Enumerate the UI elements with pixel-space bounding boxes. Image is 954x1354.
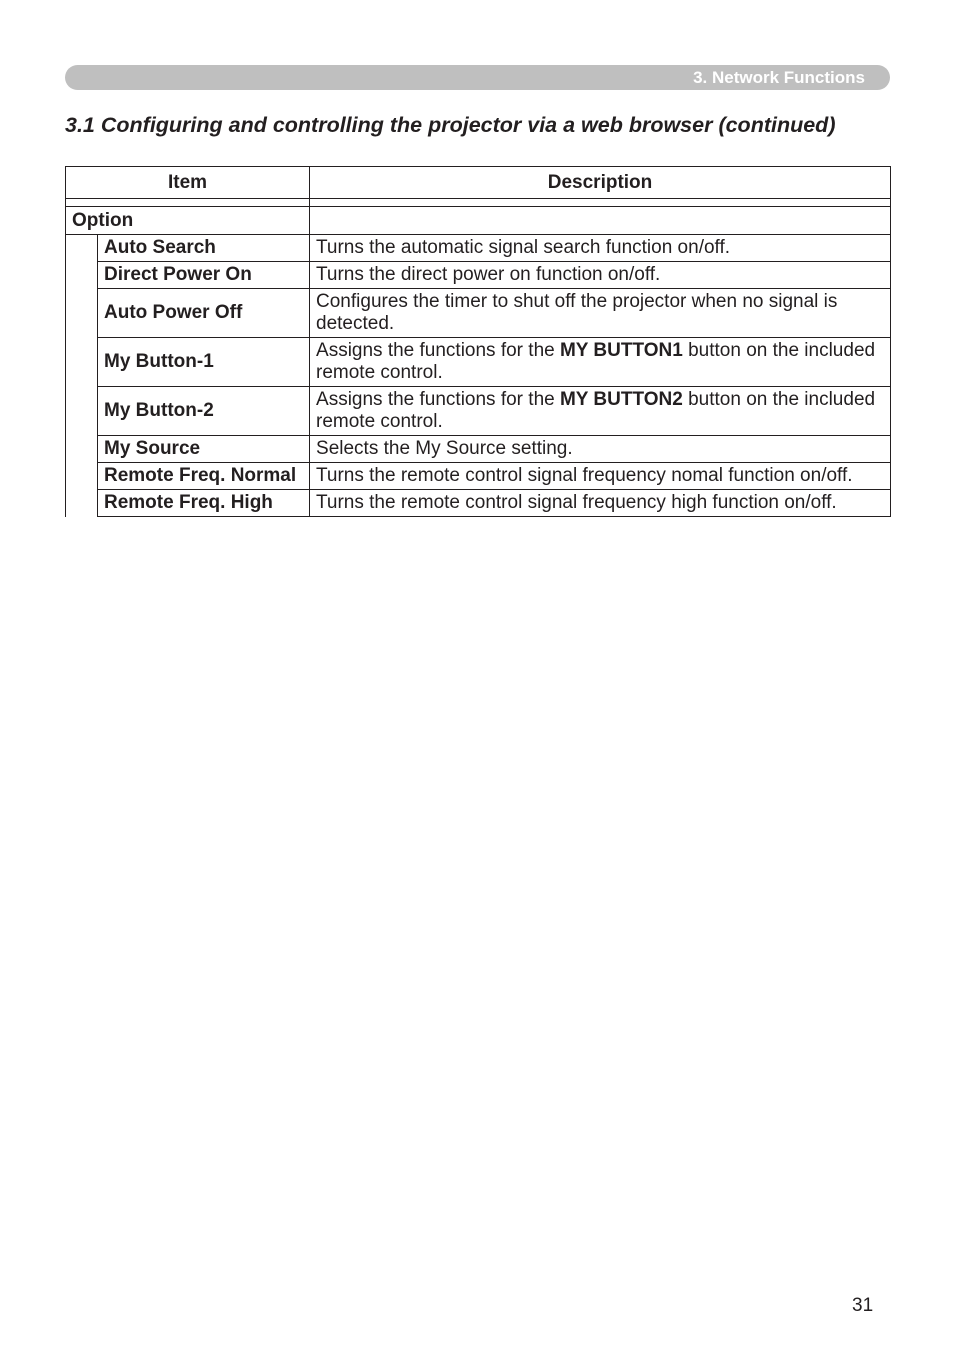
group-label-option: Option [66, 207, 310, 235]
table-row [66, 338, 891, 387]
table-group-row [66, 207, 891, 235]
page-number: 31 [852, 1295, 874, 1316]
table-row [66, 436, 891, 463]
description-cell: Turns the remote control signal frequency high function on/off. [310, 490, 891, 517]
description-cell: Selects the My Source setting. [310, 436, 891, 463]
indent-cell [66, 235, 98, 517]
description-bold-text: MY BUTTON2 [559, 389, 683, 410]
description-cell: Turns the remote control signal frequency nomal function on/off. [310, 463, 891, 490]
item-cell: My Source [98, 436, 310, 463]
item-cell: Auto Power Off [98, 289, 310, 338]
column-header-item: Item [66, 167, 310, 199]
item-cell: Remote Freq. High [98, 490, 310, 517]
description-text: button on the included remote control. [316, 389, 876, 432]
table-row [66, 387, 891, 436]
table-header-row [66, 167, 891, 199]
description-cell: Configures the timer to shut off the projector when no signal is detected. [310, 289, 891, 338]
description-bold-text: MY BUTTON1 [559, 340, 683, 361]
table-row [66, 289, 891, 338]
description-cell: Turns the direct power on function on/off. [310, 262, 891, 289]
description-cell: Turns the automatic signal search function on/off. [310, 235, 891, 262]
item-cell: Remote Freq. Normal [98, 463, 310, 490]
item-cell: Auto Search [98, 235, 310, 262]
settings-table [65, 166, 891, 517]
table-row [66, 463, 891, 490]
item-cell: My Button-2 [98, 387, 310, 436]
description-text: Assigns the functions for the [316, 389, 560, 410]
section-header-bar [65, 65, 890, 90]
description-text: button on the included remote control. [316, 340, 876, 383]
description-text: Assigns the functions for the [316, 340, 560, 361]
description-cell [310, 387, 891, 436]
section-header-label: 3. Network Functions [693, 68, 865, 87]
table-row [66, 235, 891, 262]
description-cell [310, 338, 891, 387]
page-title: 3.1 Configuring and controlling the projector via a web browser (continued) [65, 113, 836, 137]
item-cell: My Button-1 [98, 338, 310, 387]
column-header-description: Description [310, 167, 891, 199]
table-row [66, 262, 891, 289]
table-row [66, 490, 891, 517]
item-cell: Direct Power On [98, 262, 310, 289]
group-description-empty [310, 207, 891, 235]
